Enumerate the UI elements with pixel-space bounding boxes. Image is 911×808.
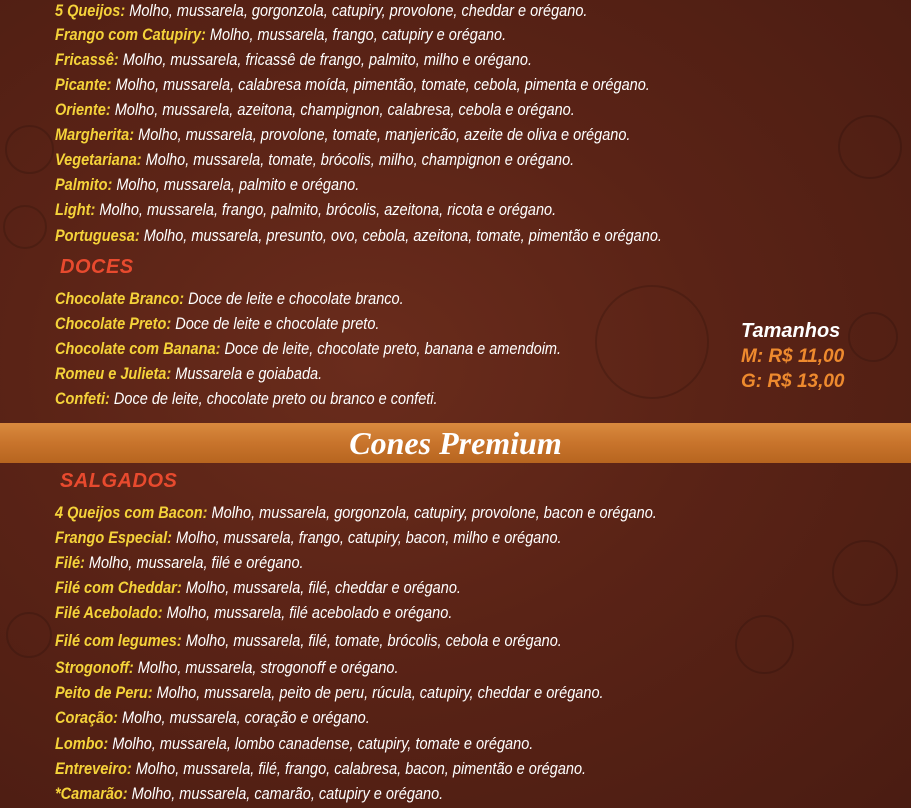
menu-item [55,25,506,45]
menu-item [55,1,587,21]
item-description: Molho, mussarela, gorgonzola, catupiry, provolone, cheddar e orégano. [125,2,588,20]
item-name: Picante: [55,76,112,94]
item-name: Strogonoff: [55,659,134,677]
item-name: Fricassê: [55,51,119,69]
item-description: Molho, mussarela, fricassê de frango, palmito, milho e orégano. [118,51,533,69]
item-description: Molho, mussarela, filé, cheddar e orégano. [181,579,461,597]
menu-item [55,289,404,309]
menu-item [55,759,586,779]
section-banner [0,423,911,463]
item-description: Molho, mussarela, provolone, tomate, manjericão, azeite de oliva e orégano. [134,126,631,144]
item-description: Molho, mussarela, filé, frango, calabresa, bacon, pimentão e orégano. [131,760,587,778]
item-name: Chocolate Branco: [55,290,185,308]
item-name: Frango com Catupiry: [55,26,206,44]
item-name: Palmito: [55,176,113,194]
item-name: Romeu e Julieta: [55,365,172,383]
item-description: Molho, mussarela, frango, catupiry, bacon, milho e orégano. [171,529,562,547]
item-name: Chocolate Preto: [55,315,172,333]
item-name: Filé: [55,554,85,572]
menu-item [55,75,650,95]
item-description: Doce de leite e chocolate preto. [171,315,380,333]
item-name: Lombo: [55,735,109,753]
menu-item [55,708,370,728]
item-description: Molho, mussarela, filé acebolado e orégano. [162,604,453,622]
menu-item [55,553,304,573]
item-description: Molho, mussarela, gorgonzola, catupiry, provolone, bacon e orégano. [207,504,657,522]
background-doodle [848,312,898,362]
background-doodle [595,285,709,399]
menu-item [55,226,662,246]
item-name: Coração: [55,709,118,727]
menu-item [55,200,556,220]
item-name: Vegetariana: [55,151,142,169]
item-description: Molho, mussarela, palmito e orégano. [112,176,360,194]
background-doodle [5,125,54,174]
menu-item [55,389,438,409]
size-price-box [741,318,845,394]
background-doodle [838,115,902,179]
item-description: Molho, mussarela, frango, catupiry e orégano. [205,26,507,44]
category-heading-salgados: SALGADOS [60,470,178,492]
menu-item [55,125,630,145]
item-name: Filé com Cheddar: [55,579,182,597]
menu-item [55,175,359,195]
menu-item [55,658,399,678]
menu-item [55,784,443,804]
background-doodle [832,540,898,606]
item-name: Light: [55,201,96,219]
item-description: Molho, mussarela, azeitona, champignon, calabresa, cebola e orégano. [110,101,575,119]
background-doodle [3,205,47,249]
menu-item [55,314,379,334]
menu-item [55,364,322,384]
item-description: Doce de leite, chocolate preto, banana e amendoim. [220,340,562,358]
item-name: Margherita: [55,126,135,144]
item-description: Molho, mussarela, filé, tomate, brócolis, cebola e orégano. [181,632,562,650]
category-heading-doces: DOCES [60,256,134,278]
item-description: Molho, mussarela, tomate, brócolis, milho, champignon e orégano. [141,151,575,169]
item-description: Molho, mussarela, strogonoff e orégano. [133,659,399,677]
item-name: 4 Queijos com Bacon: [55,504,208,522]
menu-item [55,339,561,359]
background-doodle [6,612,52,658]
item-description: Molho, mussarela, coração e orégano. [117,709,370,727]
menu-item [55,150,574,170]
item-description: Molho, mussarela, calabresa moída, pimentão, tomate, cebola, pimenta e orégano. [111,76,650,94]
item-description: Mussarela e goiabada. [171,365,323,383]
menu-item [55,50,532,70]
menu-item [55,631,562,651]
item-name: Entreveiro: [55,760,132,778]
menu-item [55,683,604,703]
item-name: 5 Queijos: [55,2,126,20]
item-description: Doce de leite e chocolate branco. [184,290,404,308]
sizes-heading: Tamanhos [741,320,841,342]
item-description: Molho, mussarela, presunto, ovo, cebola, azeitona, tomate, pimentão e orégano. [139,227,662,245]
item-description: Molho, mussarela, filé e orégano. [84,554,304,572]
menu-item [55,603,452,623]
item-name: Frango Especial: [55,529,172,547]
item-description: Molho, mussarela, peito de peru, rúcula, catupiry, cheddar e orégano. [152,684,604,702]
item-name: Confeti: [55,390,110,408]
item-name: *Camarão: [55,785,128,803]
menu-item [55,734,533,754]
menu-item [55,528,562,548]
price-medium: M: R$ 11,00 [741,346,845,367]
item-name: Oriente: [55,101,111,119]
menu-item [55,578,461,598]
item-name: Filé com legumes: [55,632,182,650]
item-name: Portuguesa: [55,227,140,245]
item-description: Molho, mussarela, frango, palmito, brócolis, azeitona, ricota e orégano. [95,201,557,219]
section-title: Cones Premium [349,425,562,461]
menu-item [55,503,657,523]
item-description: Molho, mussarela, lombo canadense, catupiry, tomate e orégano. [108,735,534,753]
item-name: Filé Acebolado: [55,604,163,622]
item-description: Doce de leite, chocolate preto ou branco e confeti. [109,390,438,408]
price-large: G: R$ 13,00 [741,371,845,392]
menu-item [55,100,575,120]
background-doodle [735,615,794,674]
item-name: Chocolate com Banana: [55,340,221,358]
item-description: Molho, mussarela, camarão, catupiry e orégano. [127,785,444,803]
item-name: Peito de Peru: [55,684,153,702]
